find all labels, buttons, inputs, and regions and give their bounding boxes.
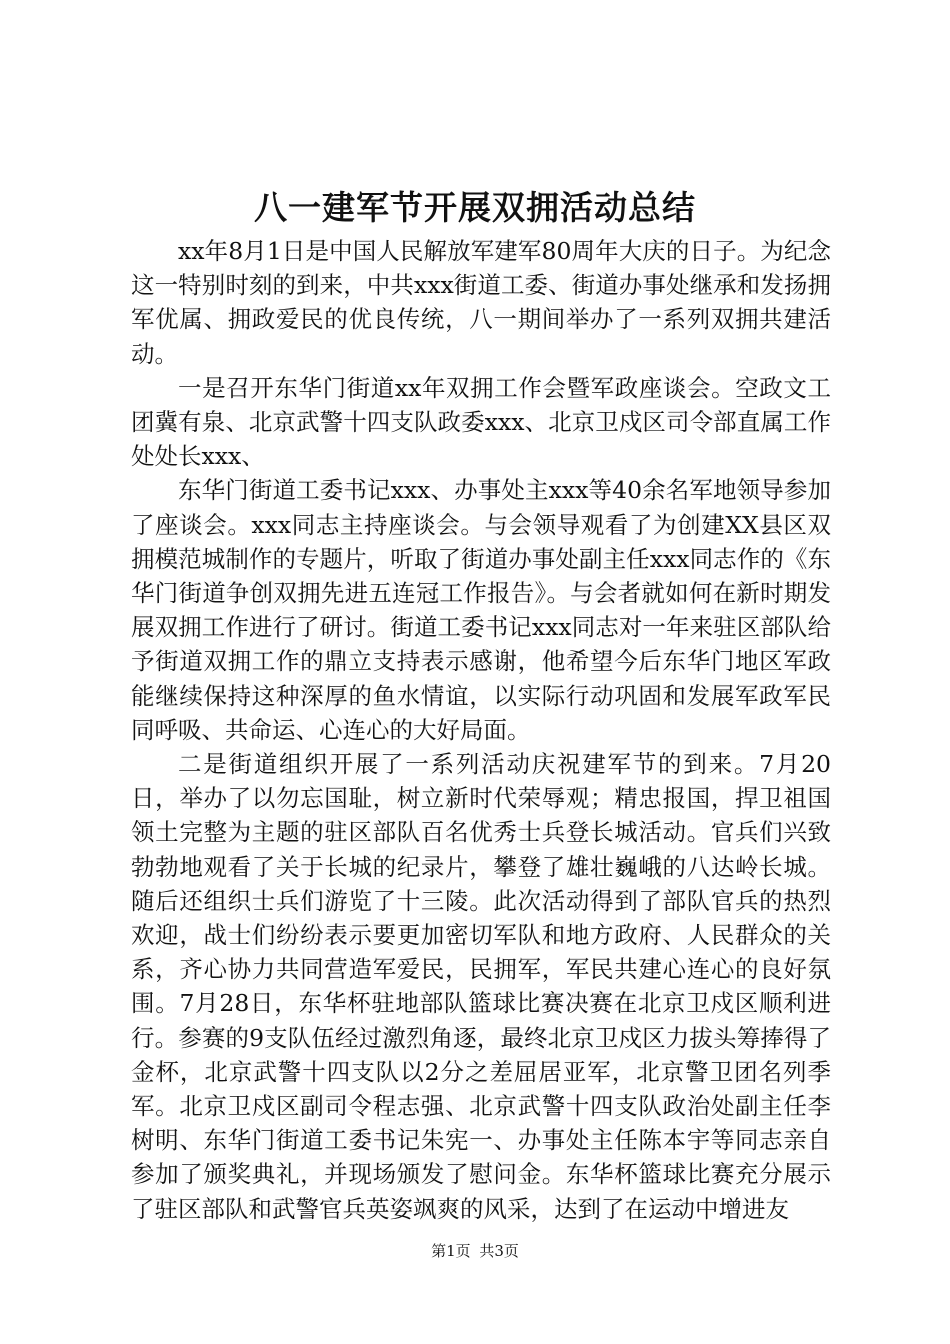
- paragraph-first-item: 一是召开东华门街道xx年双拥工作会暨军政座谈会。空政文工团冀有泉、北京武警十四支队政委xxx、北京卫戍区司令部直属工作处处长xxx、: [131, 373, 831, 471]
- paragraph-second-item: 二是街道组织开展了一系列活动庆祝建军节的到来。7月20日，举办了以勿忘国耻，树立新时代荣辱观；精忠报国，捍卫祖国领土完整为主题的驻区部队百名优秀士兵登长城活动。官兵们兴致勃勃地观看了关于长城的纪录片，攀登了雄壮巍峨的八达岭长城。随后还组织士兵们游览了十三陵。此次活动得到了部队官兵的热烈欢迎，战士们纷纷表示要更加密切军队和地方政府、人民群众的关系，齐心协力共同营造军爱民，民拥军，军民共建心连心的良好氛围。7月28日，东华杯驻地部队篮球比赛决赛在北京卫戍区顺利进行。参赛的9支队伍经过激烈角逐，最终北京卫戍区力拔头筹捧得了金杯，北京武警十四支队以2分之差屈居亚军，北京警卫团名列季军。北京卫戍区副司令程志强、北京武警十四支队政治处副主任李树明、东华门街道工委书记朱宪一、办事处主任陈本宇等同志亲自参加了颁奖典礼，并现场颁发了慰问金。东华杯篮球比赛充分展示了驻区部队和武警官兵英姿飒爽的风采，达到了在运动中增进友: [131, 750, 831, 1223]
- total-pages: 共3页: [479, 1242, 519, 1260]
- paragraph-intro: xx年8月1日是中国人民解放军建军80周年大庆的日子。为纪念这一特别时刻的到来，中共xxx街道工委、街道办事处继承和发扬拥军优属、拥政爱民的优良传统，八一期间举办了一系列双拥共建活动。: [131, 237, 831, 368]
- document-body: [131, 234, 831, 1226]
- document-title: 八一建军节开展双拥活动总结: [254, 188, 696, 227]
- paragraph-meeting-attendees: 东华门街道工委书记xxx、办事处主xxx等40余名军地领导参加了座谈会。xxx同志主持座谈会。与会领导观看了为创建XX县区双拥模范城制作的专题片，听取了街道办事处副主任xxx同志作的《东华门街道争创双拥先进五连冠工作报告》。与会者就如何在新时期发展双拥工作进行了研讨。街道工委书记xxx同志对一年来驻区部队给予街道双拥工作的鼎立支持表示感谢，他希望今后东华门地区军政能继续保持这种深厚的鱼水情谊，以实际行动巩固和发展军政军民同呼吸、共命运、心连心的大好局面。: [131, 476, 831, 744]
- page-footer: [0, 1240, 950, 1262]
- page-number: 第1页: [431, 1242, 471, 1260]
